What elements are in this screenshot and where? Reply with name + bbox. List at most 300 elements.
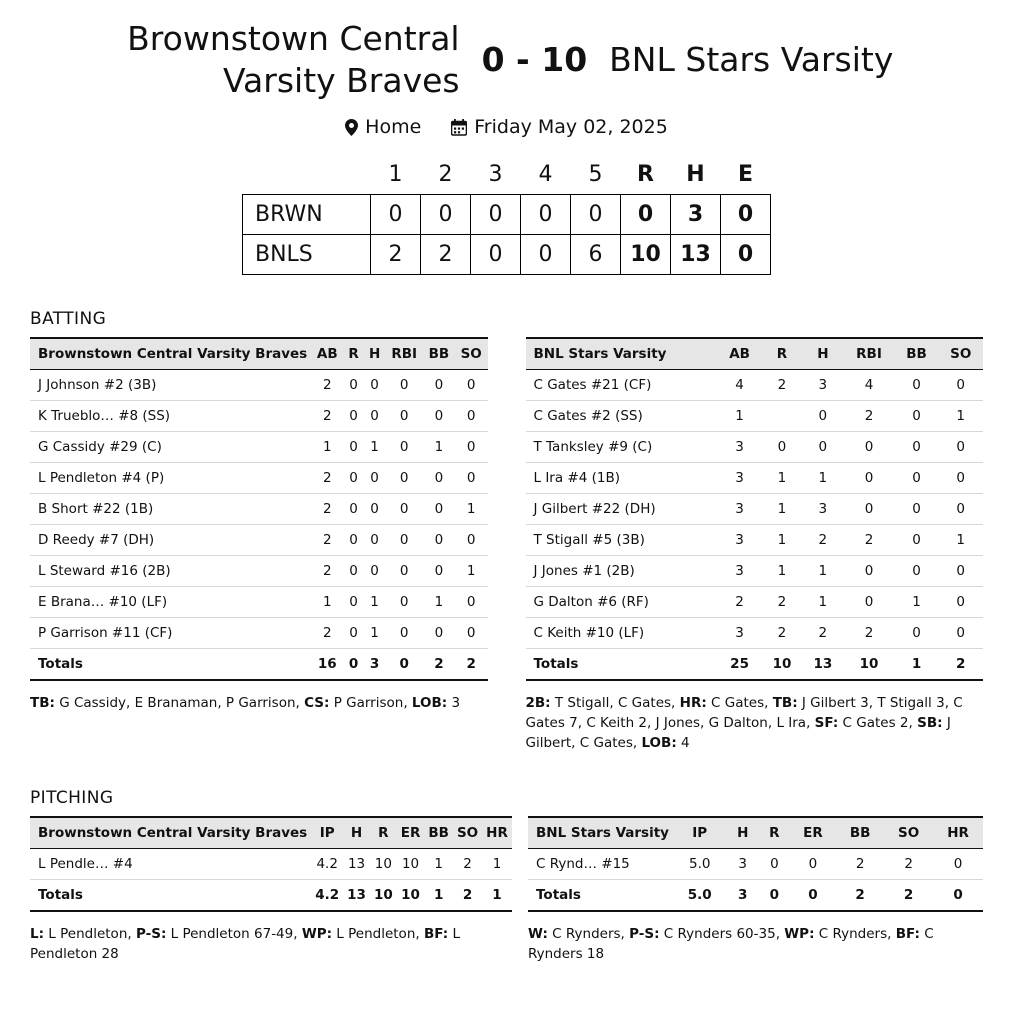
note-text-hr: C Gates, [706, 694, 773, 711]
linescore-hits-header: H [686, 161, 705, 187]
stat-er: 10 [397, 848, 425, 879]
totals-h: 13 [343, 879, 370, 911]
player-name: J Johnson #2 (3B) [30, 369, 311, 400]
stat-h: 2 [802, 617, 843, 648]
table-row [30, 369, 488, 400]
player-name: K Trueblo… #8 (SS) [30, 400, 311, 431]
stat-so: 0 [938, 555, 983, 586]
totals-row [30, 648, 488, 680]
note-text-bf: C Rynders 18 [528, 925, 934, 962]
totals-bb: 1 [895, 648, 939, 680]
table-row [30, 586, 488, 617]
linescore-home-inning-4: 0 [521, 234, 571, 274]
table-row [526, 400, 984, 431]
player-name: J Jones #1 (2B) [526, 555, 718, 586]
batting-header-r: R [343, 338, 364, 370]
pitching-home-column [528, 816, 983, 965]
stat-bb: 0 [423, 524, 455, 555]
stat-ab: 3 [718, 493, 762, 524]
totals-h: 3 [364, 648, 386, 680]
stat-r: 2 [762, 617, 803, 648]
stat-h: 1 [364, 617, 386, 648]
note-label-lob: LOB: [641, 735, 677, 752]
pitching-header-so: SO [884, 817, 933, 849]
stat-h: 1 [802, 555, 843, 586]
stat-bb: 2 [836, 848, 884, 879]
linescore-home-inning-3: 0 [471, 234, 521, 274]
batting-header-so: SO [938, 338, 983, 370]
stat-rbi: 0 [843, 462, 894, 493]
totals-bb: 2 [836, 879, 884, 911]
stat-bb: 1 [423, 431, 455, 462]
note-text-win: C Rynders, [547, 925, 630, 942]
stat-so: 0 [938, 369, 983, 400]
game-header [0, 0, 1013, 138]
pitching-header-h: H [727, 817, 759, 849]
stat-bb: 0 [423, 400, 455, 431]
totals-so: 2 [938, 648, 983, 680]
stat-hr: 0 [933, 848, 983, 879]
totals-row [528, 879, 983, 911]
stat-r: 0 [343, 617, 364, 648]
note-text-cs: P Garrison, [329, 694, 412, 711]
batting-header-rbi: RBI [385, 338, 423, 370]
linescore-inning-header-3: 3 [488, 161, 503, 187]
note-text-bf: L Pendleton 28 [30, 925, 460, 962]
batting-header-r: R [762, 338, 803, 370]
stat-bb: 0 [423, 462, 455, 493]
stat-rbi: 0 [385, 586, 423, 617]
pitching-header-er: ER [790, 817, 836, 849]
table-row [526, 524, 984, 555]
linescore-team-away: BRWN [243, 194, 371, 234]
batting-away-table [30, 337, 488, 681]
note-label-win: W: [528, 925, 548, 942]
stat-bb: 1 [895, 586, 939, 617]
stat-r [762, 400, 803, 431]
player-name: G Dalton #6 (RF) [526, 586, 718, 617]
note-label-sb: SB: [917, 715, 943, 732]
player-name: T Stigall #5 (3B) [526, 524, 718, 555]
totals-label: Totals [528, 879, 673, 911]
batting-away-team-header: Brownstown Central Varsity Braves [30, 338, 311, 370]
stat-r: 0 [343, 555, 364, 586]
stat-h: 1 [802, 462, 843, 493]
totals-ip: 5.0 [673, 879, 727, 911]
table-row [526, 431, 984, 462]
pitching-away-column [30, 816, 508, 965]
stat-rbi: 2 [843, 524, 894, 555]
player-name: E Brana… #10 (LF) [30, 586, 311, 617]
batting-header-ab: AB [311, 338, 343, 370]
linescore-away-inning-1: 0 [371, 194, 421, 234]
stat-r: 0 [759, 848, 790, 879]
pitching-home-body [528, 848, 983, 911]
totals-rbi: 10 [843, 648, 894, 680]
stat-h: 1 [364, 586, 386, 617]
linescore-errors-header: E [737, 161, 754, 187]
stat-h: 0 [364, 524, 386, 555]
pitching-header-r: R [370, 817, 397, 849]
stat-so: 1 [938, 524, 983, 555]
pitching-away-table [30, 816, 512, 912]
stat-r: 2 [762, 586, 803, 617]
batting-home-column [526, 337, 984, 754]
pitching-home-table [528, 816, 983, 912]
game-date [451, 116, 668, 138]
linescore-home-inning-2: 2 [421, 234, 471, 274]
stat-bb: 1 [423, 586, 455, 617]
stat-ab: 2 [311, 400, 343, 431]
stat-rbi: 0 [385, 617, 423, 648]
player-name: T Tanksley #9 (C) [526, 431, 718, 462]
totals-r: 0 [759, 879, 790, 911]
stat-rbi: 0 [385, 493, 423, 524]
player-name: L Ira #4 (1B) [526, 462, 718, 493]
stat-so: 2 [884, 848, 933, 879]
totals-bb: 2 [423, 648, 455, 680]
totals-hr: 0 [933, 879, 983, 911]
totals-r: 10 [370, 879, 397, 911]
stat-so: 0 [938, 431, 983, 462]
batting-away-body [30, 369, 488, 680]
linescore-team-header [243, 154, 371, 194]
pitching-section-title: PITCHING [30, 787, 114, 808]
stat-h: 0 [364, 369, 386, 400]
stat-r: 1 [762, 524, 803, 555]
player-name: J Gilbert #22 (DH) [526, 493, 718, 524]
stat-rbi: 0 [843, 586, 894, 617]
stat-ab: 2 [311, 493, 343, 524]
batting-home-team-header: BNL Stars Varsity [526, 338, 718, 370]
totals-so: 2 [884, 879, 933, 911]
note-label-tb: TB: [772, 694, 798, 711]
table-row [526, 586, 984, 617]
stat-bb: 0 [423, 493, 455, 524]
stat-bb: 0 [895, 617, 939, 648]
table-row [526, 555, 984, 586]
pitching-away-team-header: Brownstown Central Varsity Braves [30, 817, 311, 849]
linescore-away-inning-3: 0 [471, 194, 521, 234]
totals-bb: 1 [424, 879, 453, 911]
batting-section [0, 337, 1013, 754]
stat-h: 0 [364, 493, 386, 524]
stat-h: 1 [802, 586, 843, 617]
matchup-line [0, 18, 1013, 102]
pitcher-name: C Rynd… #15 [528, 848, 673, 879]
linescore-table [242, 154, 771, 275]
player-name: C Gates #2 (SS) [526, 400, 718, 431]
stat-so: 0 [455, 617, 488, 648]
stat-ab: 2 [311, 617, 343, 648]
batting-header-h: H [364, 338, 386, 370]
linescore-home-hits: 13 [671, 234, 721, 274]
note-label-lob: LOB: [411, 694, 448, 711]
note-text-lob: 4 [676, 735, 690, 752]
stat-bb: 0 [423, 555, 455, 586]
pitching-away-notes [30, 924, 490, 965]
stat-ip: 5.0 [673, 848, 727, 879]
stat-so: 1 [455, 555, 488, 586]
note-text-sf: C Gates 2, [838, 715, 918, 732]
date-label: Friday May 02, 2025 [474, 116, 668, 139]
pitching-section [0, 816, 1013, 965]
away-team-name: Brownstown Central Varsity Braves [127, 19, 460, 101]
stat-rbi: 0 [385, 462, 423, 493]
home-team-name: BNL Stars Varsity [609, 40, 894, 80]
stat-h: 0 [364, 462, 386, 493]
stat-rbi: 4 [843, 369, 894, 400]
stat-ab: 2 [311, 524, 343, 555]
stat-so: 0 [938, 617, 983, 648]
note-text-tb: J Gilbert 3, T Stigall 3, C Gates 7, C Keith 2, J Jones, G Dalton, L Ira, [525, 694, 963, 732]
stat-rbi: 0 [385, 400, 423, 431]
table-row [30, 524, 488, 555]
note-text-lob: 3 [447, 694, 461, 711]
pitcher-name: L Pendle… #4 [30, 848, 311, 879]
stat-ab: 2 [311, 555, 343, 586]
stat-h: 0 [802, 431, 843, 462]
stat-ab: 3 [718, 617, 762, 648]
note-label-sf: SF: [814, 715, 839, 732]
stat-rbi: 0 [385, 431, 423, 462]
batting-header-rbi: RBI [843, 338, 894, 370]
table-header-row [528, 817, 983, 849]
stat-so: 1 [455, 493, 488, 524]
stat-bb: 0 [895, 431, 939, 462]
totals-er: 0 [790, 879, 836, 911]
totals-rbi: 0 [385, 648, 423, 680]
stat-bb: 0 [895, 555, 939, 586]
linescore-away-inning-5: 0 [571, 194, 621, 234]
pitching-header-ip: IP [311, 817, 343, 849]
stat-ab: 1 [718, 400, 762, 431]
calendar-icon [451, 119, 467, 136]
stat-h: 3 [727, 848, 759, 879]
table-row [30, 493, 488, 524]
player-name: C Gates #21 (CF) [526, 369, 718, 400]
stat-r: 1 [762, 555, 803, 586]
note-text-wp: C Rynders, [814, 925, 896, 942]
linescore-home-errors: 0 [721, 234, 771, 274]
table-row [30, 848, 512, 879]
linescore-header-row [243, 154, 771, 194]
stat-so: 0 [938, 493, 983, 524]
note-text-wp: L Pendleton, [332, 925, 424, 942]
linescore-inning-header-1: 1 [388, 161, 403, 187]
batting-section-title: BATTING [30, 308, 107, 329]
player-name: L Pendleton #4 (P) [30, 462, 311, 493]
totals-er: 10 [397, 879, 425, 911]
batting-away-column [30, 337, 488, 754]
game-meta [0, 116, 1013, 138]
batting-away-notes [30, 693, 488, 713]
pitching-home-team-header: BNL Stars Varsity [528, 817, 673, 849]
linescore-inning-header-5: 5 [588, 161, 603, 187]
note-label-bf: BF: [423, 925, 449, 942]
stat-bb: 0 [895, 462, 939, 493]
linescore-inning-header-2: 2 [438, 161, 453, 187]
player-name: P Garrison #11 (CF) [30, 617, 311, 648]
stat-ab: 4 [718, 369, 762, 400]
totals-label: Totals [30, 648, 311, 680]
location-pin-icon [345, 119, 358, 136]
pitching-header-r: R [759, 817, 790, 849]
pitching-header-hr: HR [933, 817, 983, 849]
pitching-home-notes [528, 924, 983, 965]
note-label-wp: WP: [301, 925, 333, 942]
final-score: 0 - 10 [481, 40, 588, 80]
table-header-row [526, 338, 984, 370]
note-label-bf: BF: [895, 925, 920, 942]
note-label-wp: WP: [784, 925, 815, 942]
stat-h: 13 [343, 848, 370, 879]
stat-r: 2 [762, 369, 803, 400]
table-row [30, 431, 488, 462]
stat-so: 0 [455, 400, 488, 431]
note-label-hr: HR: [679, 694, 707, 711]
totals-r: 0 [343, 648, 364, 680]
totals-so: 2 [453, 879, 482, 911]
pitching-header-hr: HR [482, 817, 512, 849]
note-text-loss: L Pendleton, [44, 925, 136, 942]
pitching-header-h: H [343, 817, 370, 849]
stat-bb: 0 [423, 369, 455, 400]
pitching-header-er: ER [397, 817, 425, 849]
stat-so: 0 [938, 586, 983, 617]
stat-bb: 0 [895, 493, 939, 524]
stat-so: 0 [455, 462, 488, 493]
stat-r: 0 [343, 462, 364, 493]
stat-r: 0 [343, 524, 364, 555]
totals-ab: 25 [718, 648, 762, 680]
stat-rbi: 0 [385, 555, 423, 586]
linescore-team-home: BNLS [243, 234, 371, 274]
table-row [30, 617, 488, 648]
note-label-cs: CS: [304, 694, 330, 711]
table-row [526, 617, 984, 648]
linescore-row-away [243, 194, 771, 234]
linescore-away-inning-4: 0 [521, 194, 571, 234]
stat-h: 2 [802, 524, 843, 555]
stat-r: 0 [343, 586, 364, 617]
pitching-header-so: SO [453, 817, 482, 849]
player-name: C Keith #10 (LF) [526, 617, 718, 648]
pitching-header-bb: BB [424, 817, 453, 849]
stat-bb: 1 [424, 848, 453, 879]
stat-bb: 0 [895, 369, 939, 400]
table-row [526, 462, 984, 493]
stat-r: 0 [762, 431, 803, 462]
totals-hr: 1 [482, 879, 512, 911]
stat-ab: 1 [311, 431, 343, 462]
linescore-away-inning-2: 0 [421, 194, 471, 234]
pitching-header-bb: BB [836, 817, 884, 849]
stat-hr: 1 [482, 848, 512, 879]
stat-h: 3 [802, 493, 843, 524]
stat-ip: 4.2 [311, 848, 343, 879]
stat-bb: 0 [895, 524, 939, 555]
stat-bb: 0 [895, 400, 939, 431]
table-row [528, 848, 983, 879]
stat-so: 0 [455, 369, 488, 400]
note-text-tb: G Cassidy, E Branaman, P Garrison, [54, 694, 305, 711]
stat-ab: 3 [718, 462, 762, 493]
stat-ab: 1 [311, 586, 343, 617]
linescore-home-runs: 10 [621, 234, 671, 274]
stat-so: 2 [453, 848, 482, 879]
note-label-2b: 2B: [525, 694, 551, 711]
stat-h: 0 [364, 400, 386, 431]
totals-h: 13 [802, 648, 843, 680]
table-row [526, 493, 984, 524]
pitching-header-ip: IP [673, 817, 727, 849]
stat-ab: 2 [311, 369, 343, 400]
stat-so: 0 [455, 524, 488, 555]
note-text-2b: T Stigall, C Gates, [550, 694, 680, 711]
note-text-ps: L Pendleton 67-49, [166, 925, 302, 942]
totals-row [30, 879, 512, 911]
note-label-loss: L: [30, 925, 45, 942]
table-row [30, 462, 488, 493]
totals-r: 10 [762, 648, 803, 680]
stat-ab: 3 [718, 524, 762, 555]
stat-ab: 3 [718, 431, 762, 462]
stat-r: 1 [762, 462, 803, 493]
stat-h: 0 [364, 555, 386, 586]
linescore-inning-header-4: 4 [538, 161, 553, 187]
stat-r: 0 [343, 369, 364, 400]
linescore-home-inning-1: 2 [371, 234, 421, 274]
stat-so: 0 [455, 586, 488, 617]
totals-ip: 4.2 [311, 879, 343, 911]
batting-home-notes [526, 693, 984, 754]
linescore-runs-header: R [637, 161, 654, 187]
linescore-away-runs: 0 [621, 194, 671, 234]
note-text-ps: C Rynders 60-35, [659, 925, 785, 942]
table-row [526, 369, 984, 400]
game-location [345, 116, 421, 138]
totals-label: Totals [30, 879, 311, 911]
table-header-row [30, 817, 512, 849]
totals-label: Totals [526, 648, 718, 680]
player-name: G Cassidy #29 (C) [30, 431, 311, 462]
pitching-away-body [30, 848, 512, 911]
batting-home-table [526, 337, 984, 681]
totals-so: 2 [455, 648, 488, 680]
stat-ab: 3 [718, 555, 762, 586]
stat-rbi: 2 [843, 617, 894, 648]
batting-header-bb: BB [895, 338, 939, 370]
table-header-row [30, 338, 488, 370]
stat-ab: 2 [718, 586, 762, 617]
stat-h: 3 [802, 369, 843, 400]
stat-r: 0 [343, 431, 364, 462]
stat-so: 1 [938, 400, 983, 431]
stat-er: 0 [790, 848, 836, 879]
stat-rbi: 2 [843, 400, 894, 431]
stat-so: 0 [938, 462, 983, 493]
batting-header-bb: BB [423, 338, 455, 370]
stat-r: 0 [343, 400, 364, 431]
stat-h: 0 [802, 400, 843, 431]
stat-r: 1 [762, 493, 803, 524]
player-name: L Steward #16 (2B) [30, 555, 311, 586]
stat-bb: 0 [423, 617, 455, 648]
stat-rbi: 0 [843, 493, 894, 524]
batting-header-so: SO [455, 338, 488, 370]
totals-ab: 16 [311, 648, 343, 680]
